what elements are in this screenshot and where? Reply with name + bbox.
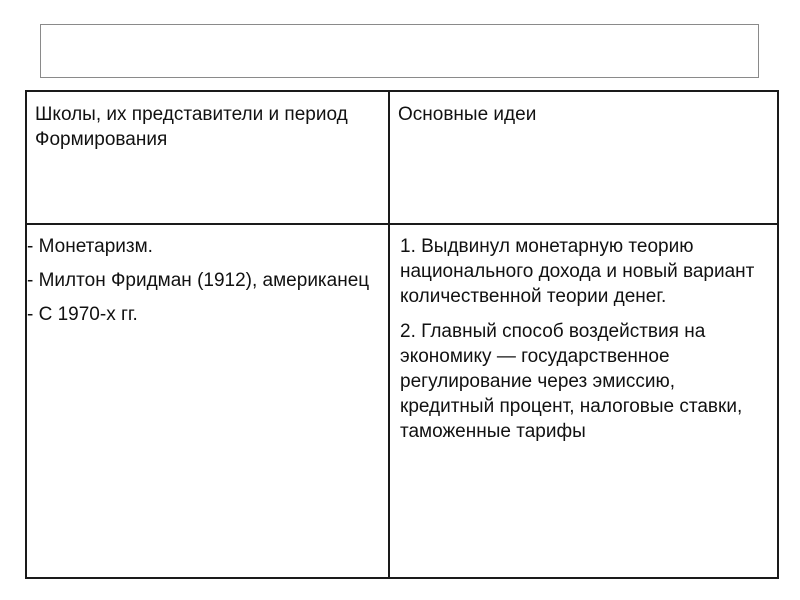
schools-table bbox=[25, 90, 779, 579]
header-schools-text: Школы, их представители и период Формирования bbox=[35, 104, 348, 150]
header-cell-ideas bbox=[389, 92, 777, 224]
school-details-list bbox=[27, 225, 388, 327]
list-item: - С 1970-х гг. bbox=[27, 304, 138, 325]
table-body-row bbox=[27, 224, 777, 577]
cell-school-details bbox=[27, 224, 389, 577]
cell-main-ideas bbox=[389, 224, 777, 577]
header-cell-schools bbox=[27, 92, 389, 224]
table-grid bbox=[27, 92, 777, 577]
table-header-row bbox=[27, 92, 777, 224]
list-item: - Милтон Фридман (1912), американец bbox=[27, 270, 370, 291]
title-box bbox=[40, 24, 759, 78]
list-item: - Монетаризм. bbox=[27, 236, 153, 257]
list-item: 2. Главный способ воздействия на экономику — государственное регулирование через эмиссию, кредитный процент, налоговые ставки, таможенные тарифы bbox=[400, 321, 743, 442]
list-item: 1. Выдвинул монетарную теорию национального дохода и новый вариант количественной теории денег. bbox=[400, 236, 755, 307]
header-ideas-text: Основные идеи bbox=[398, 104, 537, 125]
main-ideas-list bbox=[390, 225, 777, 444]
